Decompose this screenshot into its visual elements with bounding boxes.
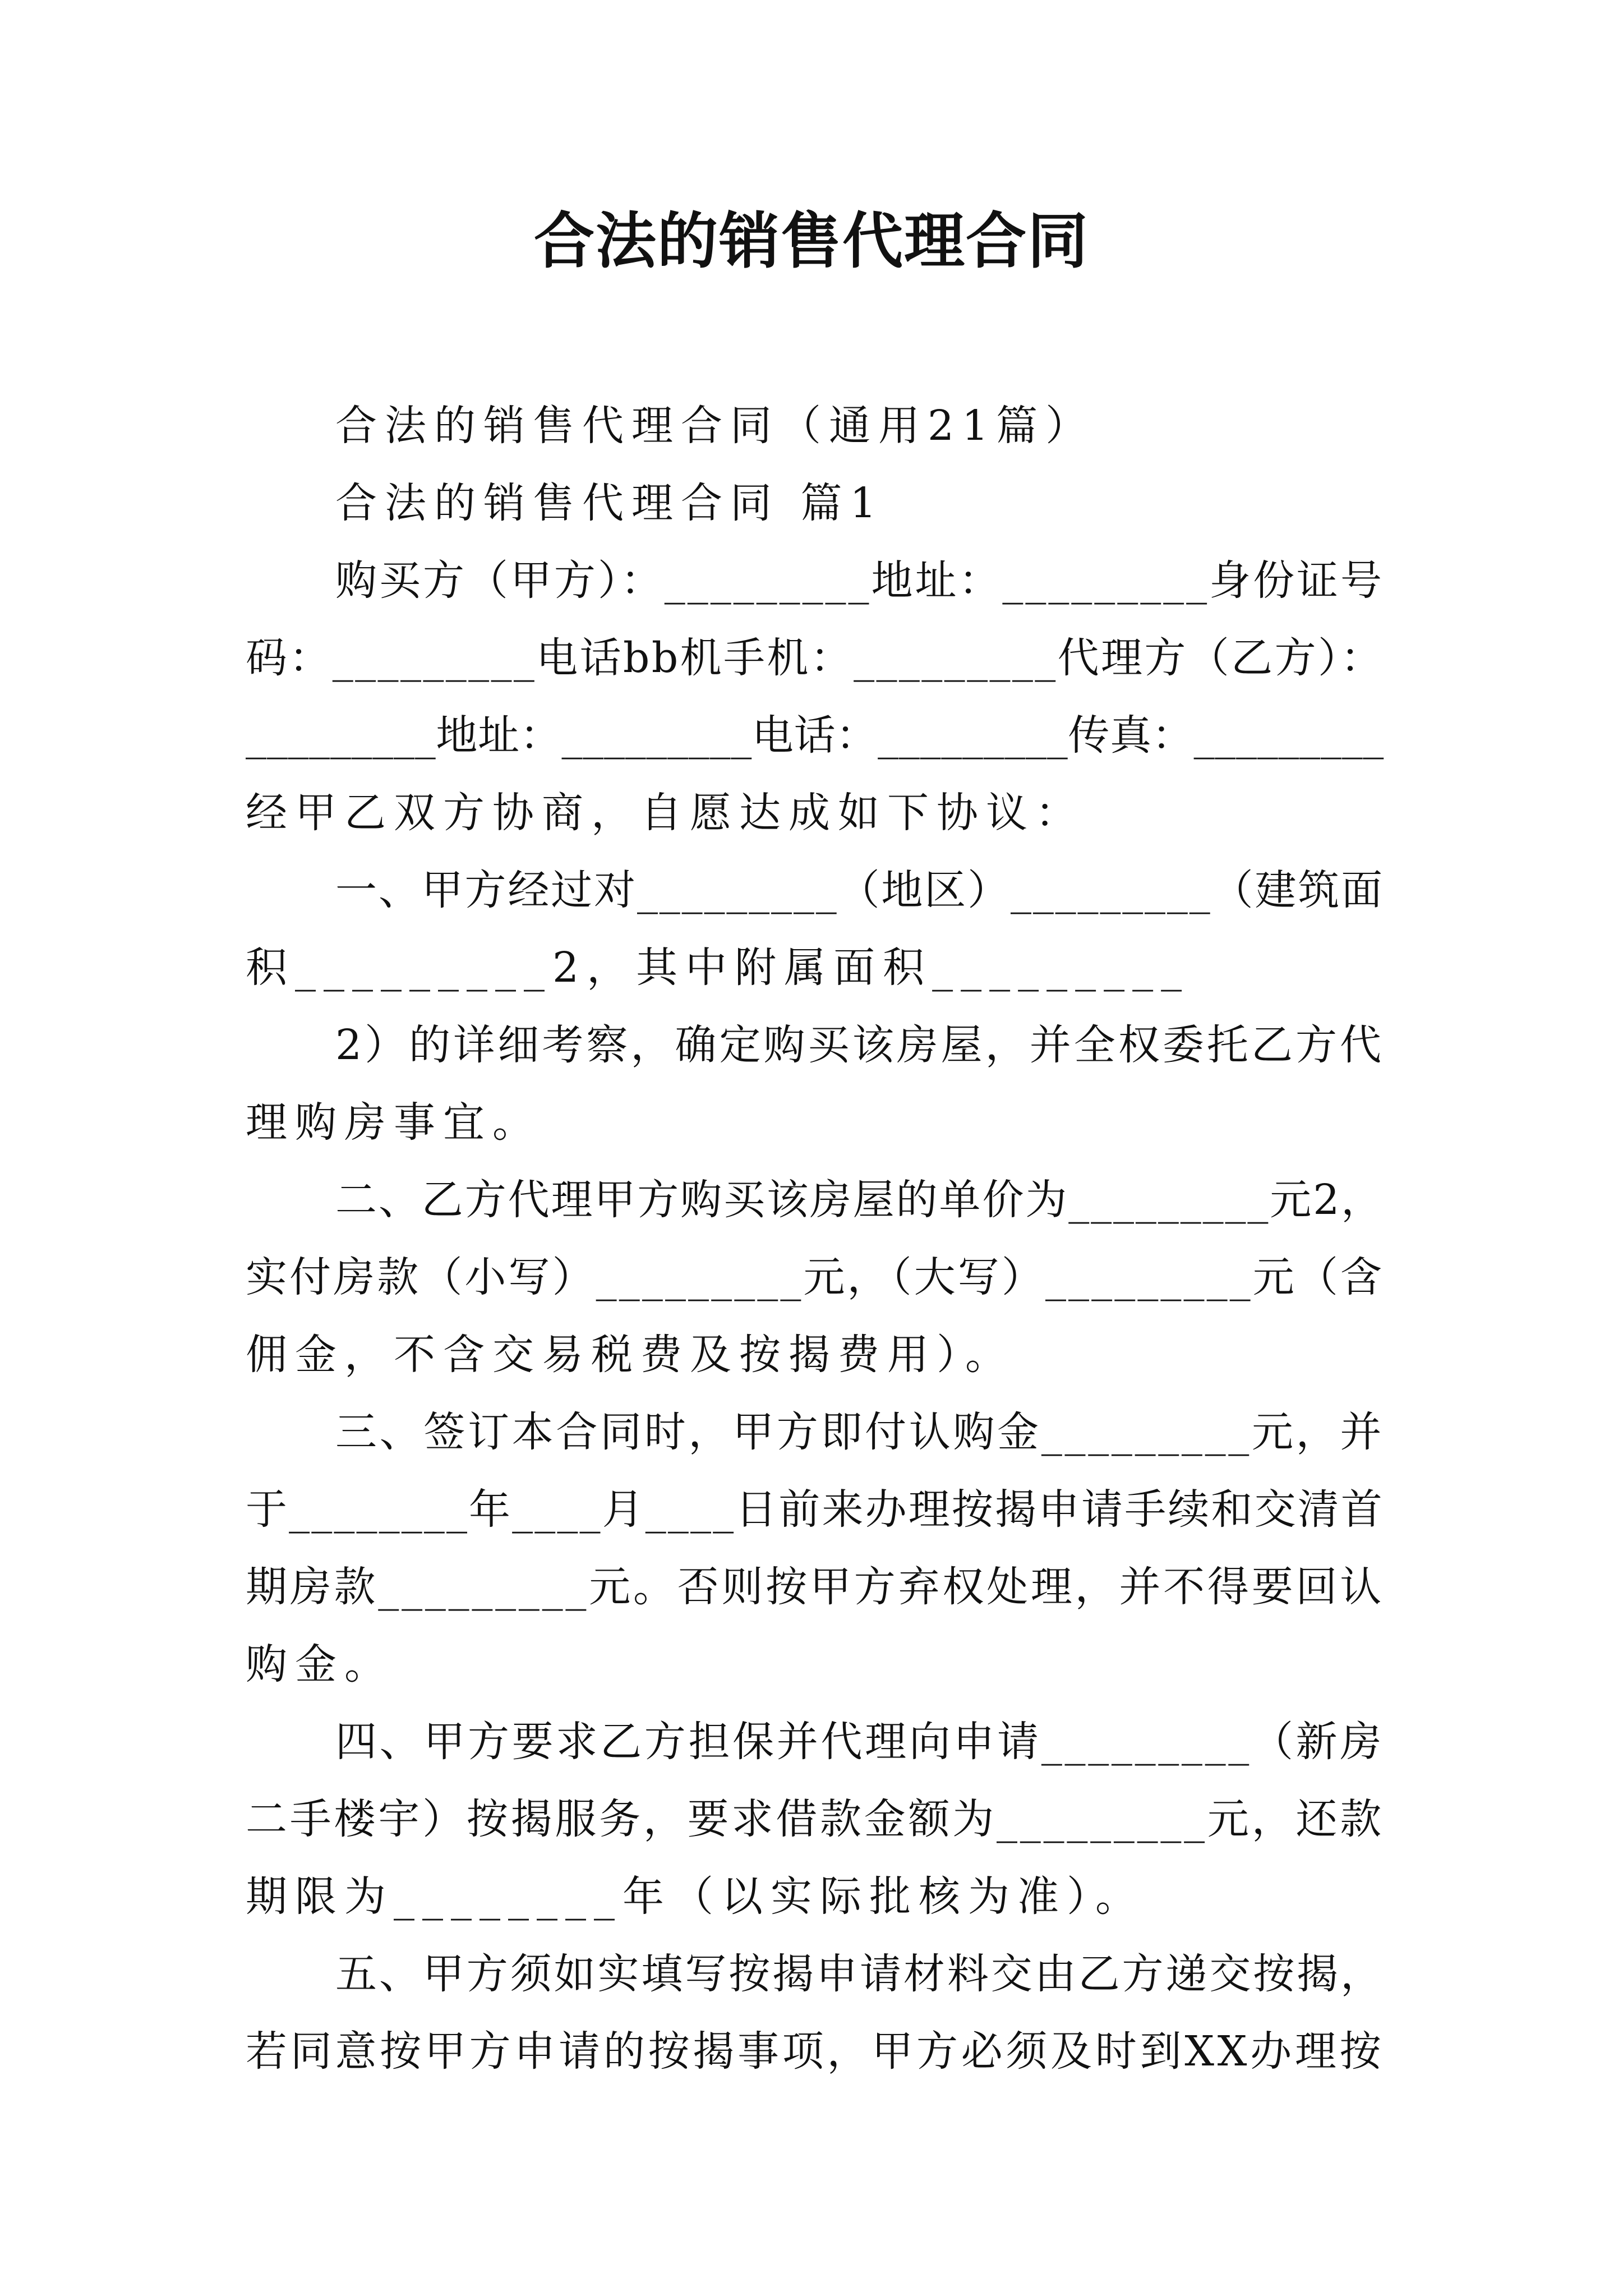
body-line: 二、乙方代理甲方购买该房屋的单价为_________元2， [335, 1176, 1385, 1224]
body-line: 2）的详细考察，确定购买该房屋，并全权委托乙方代 [335, 1021, 1385, 1069]
body-line: 若同意按甲方申请的按揭事项，甲方必须及时到XX办理按 [246, 2027, 1385, 2076]
body-line: 于________年____月____日前来办理按揭申请手续和交清首 [246, 1485, 1384, 1534]
body-line: 五、甲方须如实填写按揭申请材料交由乙方递交按揭， [335, 1950, 1384, 1998]
body-line: 经甲乙双方协商，自愿达成如下协议： [246, 789, 1085, 837]
body-line: 购金。 [246, 1640, 394, 1688]
body-line: 积_________2，其中附属面积_________ [246, 944, 1190, 992]
body-line: 码：_________电话bb机手机：_________代理方（乙方）： [246, 634, 1384, 682]
body-line: 理购房事宜。 [246, 1098, 542, 1147]
body-line: 实付房款（小写）_________元，（大写）_________元（含 [246, 1253, 1384, 1301]
body-line: 四、甲方要求乙方担保并代理向申请_________（新房 [335, 1718, 1384, 1766]
body-line: 合法的销售代理合同 篇1 [335, 479, 884, 527]
body-line: 期房款_________元。否则按甲方弃权处理，并不得要回认 [246, 1563, 1384, 1611]
body-line: 一、甲方经过对_________（地区）_________（建筑面 [335, 866, 1384, 914]
document-body [246, 387, 1384, 2090]
body-line: 购买方（甲方）：_________地址：_________身份证号 [335, 556, 1384, 605]
body-line: 佣金，不含交易税费及按揭费用）。 [246, 1331, 1015, 1379]
document-title: 合法的销售代理合同 [533, 206, 1089, 277]
body-line: 期限为________年（以实际批核为准）。 [246, 1872, 1145, 1921]
body-line: 二手楼宇）按揭服务，要求借款金额为_________元，还款 [246, 1795, 1384, 1843]
body-line: 三、签订本合同时，甲方即付认购金_________元，并 [335, 1408, 1384, 1456]
body-line: _________地址：_________电话：_________传真：_________ [246, 711, 1384, 760]
body-line: 合法的销售代理合同（通用21篇） [335, 402, 1095, 450]
